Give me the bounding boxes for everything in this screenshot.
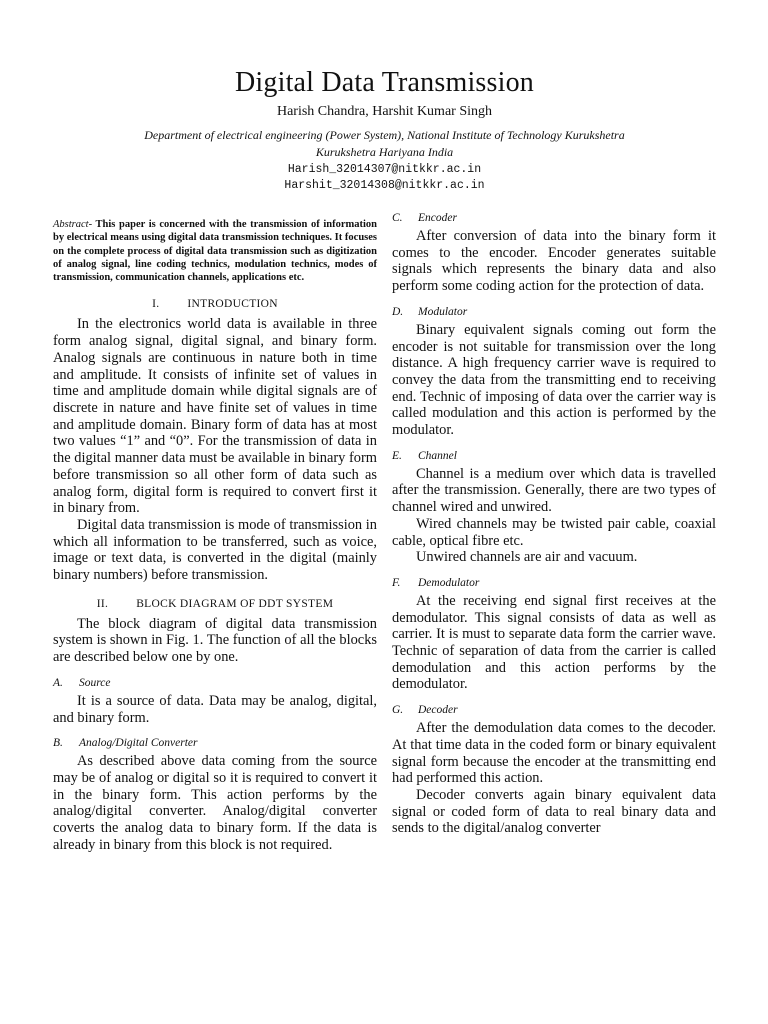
subsection-letter: G. <box>392 704 404 717</box>
author-list: Harish Chandra, Harshit Kumar Singh <box>276 104 493 119</box>
subsection-letter: D. <box>392 305 404 318</box>
affiliation-line-2: Kurukshetra Hariyana India <box>315 145 454 159</box>
subsection-letter: B. <box>53 737 63 750</box>
subsection-title: Decoder <box>418 704 458 717</box>
section-title: BLOCK DIAGRAM OF DDT SYSTEM <box>136 597 334 610</box>
channel-paragraph-2: Wired channels may be twisted pair cable, coaxial cable, optical fibre etc. <box>392 515 716 549</box>
section-number: II. <box>96 597 109 610</box>
adc-paragraph: As described above data coming from the source may be of analog or digital so it is required to convert it in the binary form. This action performs by the analog/digital converter. Analog/digital converter coverts the analog data to binary form. If the data is already in binary from this block is not required. <box>53 753 377 853</box>
intro-paragraph-1: In the electronics world data is available in three form analog signal, digital signal, and binary form. Analog signals are continuous in nature both in time and amplitude. It consists of infinite set of values in time and amplitude domain while digital signals are of discrete in nature and have finite set of values in time and amplitude domain. Binary form of data has at most two values “1” and “0”. For the transmission of data in the digital manner data must be available in binary form before transmission so all other form of data such as analog form, digital form is required to convert first it in binary from. <box>53 316 377 517</box>
left-column <box>53 218 377 853</box>
demodulator-paragraph: At the receiving end signal first receives at the demodulator. This signal consists of data as well as carrier. It is must to separate data form the carrier wave. Technic of separation of data from the carrier is called demodulation and this action performs by the demodulator. <box>392 592 716 693</box>
author-email-2: Harshit_32014308@nitkkr.ac.in <box>284 179 485 192</box>
subsection-title: Modulator <box>418 305 468 318</box>
section-number: I. <box>152 298 160 311</box>
affiliation-line-1: Department of electrical engineering (Power System), National Institute of Technology Kurukshetra <box>144 128 625 142</box>
two-column-body <box>53 212 716 853</box>
abstract-label: Abstract- <box>53 219 93 230</box>
author-email-1: Harish_32014307@nitkkr.ac.in <box>287 163 482 176</box>
subsection-letter: A. <box>53 676 63 689</box>
subsection-title: Demodulator <box>418 576 480 589</box>
abstract-text: This paper is concerned with the transmission of information by electrical means using digital data transmission techniques. It focuses on the complete process of digital data transmission such as digitization of analog signal, line coding technics, modulation technics, modes of transmission, communication channels, applications etc. <box>53 219 378 284</box>
paper-title: Digital Data Transmission <box>234 67 534 98</box>
source-paragraph: It is a source of data. Data may be analog, digital, and binary form. <box>53 692 377 726</box>
encoder-paragraph: After conversion of data into the binary form it comes to the encoder. Encoder generates suitable signals which represents the binary data and also perform some coding action for the protection of data. <box>392 228 716 295</box>
subsection-title: Analog/Digital Converter <box>79 737 198 750</box>
subsection-title: Channel <box>418 449 457 462</box>
modulator-paragraph: Binary equivalent signals coming out form the encoder is not suitable for transmission over the long distance. A high frequency carrier wave is required to convey the data from the transmitting end to receiving end. Technic of imposing of data over the carrier way is called modulation and this action is performed by the modulator. <box>392 321 716 439</box>
subsection-title: Encoder <box>418 212 457 224</box>
section-heading-introduction <box>53 297 377 311</box>
section-heading-block-diagram <box>53 597 377 611</box>
right-column <box>392 211 716 853</box>
subsection-letter: E. <box>392 449 402 462</box>
decoder-paragraph-1: After the demodulation data comes to the decoder. At that time data in the coded form or binary equivalent signal form because the encoder at the transmitting end had performed this action. <box>392 720 716 787</box>
subsection-heading-demodulator <box>392 576 716 590</box>
subsection-letter: C. <box>392 212 403 224</box>
subsection-title: Source <box>79 676 111 689</box>
subsection-heading-channel <box>392 449 716 463</box>
subsection-heading-modulator <box>392 305 716 319</box>
subsection-heading-adc <box>53 736 377 750</box>
channel-paragraph-1: Channel is a medium over which data is travelled after the transmission. Generally, there are two types of channel wired and unwired. <box>392 465 716 516</box>
intro-paragraph-2: Digital data transmission is mode of transmission in which all information to be transferred, such as voice, image or text data, is converted in the digital (mainly binary numbers) before transmission. <box>53 516 377 584</box>
subsection-heading-source <box>53 676 377 690</box>
subsection-letter: F. <box>392 576 401 589</box>
subsection-heading-decoder <box>392 703 716 717</box>
channel-paragraph-3: Unwired channels are air and vacuum. <box>416 549 638 566</box>
section-title: INTRODUCTION <box>187 298 278 311</box>
decoder-paragraph-2: Decoder converts again binary equivalent data signal or coded form of data to real binary data and sends to the digital/analog converter <box>392 786 716 837</box>
block-diagram-paragraph: The block diagram of digital data transmission system is shown in Fig. 1. The function of all the blocks are described below one by one. <box>53 615 377 666</box>
abstract <box>53 218 377 284</box>
subsection-heading-encoder <box>392 211 716 225</box>
